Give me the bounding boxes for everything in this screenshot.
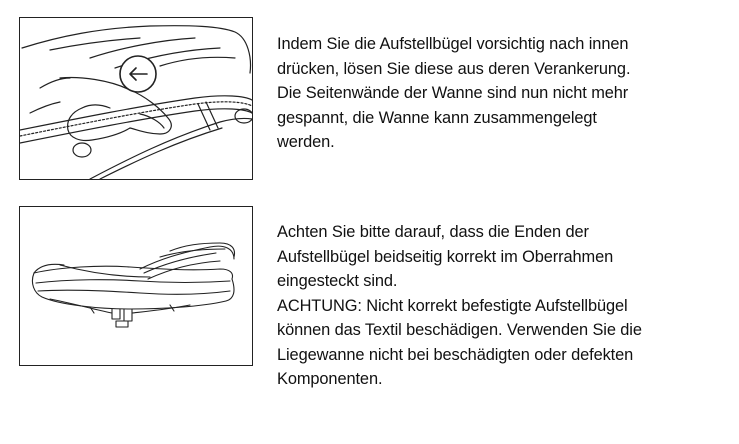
- step-2-line-1: Achten Sie bitte darauf, dass die Enden der: [277, 223, 589, 241]
- step-1-line-4: gespannt, die Wanne kann zusammengelegt: [277, 108, 597, 127]
- step-2-warning-line-3: Liegewanne nicht bei beschädigten oder defekten: [277, 345, 634, 364]
- step-1-line-3: Die Seitenwände der Wanne sind nun nicht mehr: [277, 84, 629, 102]
- folded-carrycot-drawing: [20, 207, 252, 365]
- step-1-text: [277, 32, 707, 155]
- step-2-line-2: Aufstellbügel beidseitig korrekt im Oberrahmen: [277, 247, 614, 266]
- step-1-line-2: drücken, lösen Sie diese aus deren Verankerung.: [277, 59, 631, 78]
- step-2-illustration: [19, 206, 253, 366]
- step-2-text: [277, 220, 707, 392]
- hand-pressing-bracket-drawing: [20, 18, 252, 179]
- step-1-illustration: [19, 17, 253, 180]
- step-1-line-5: werden.: [277, 133, 335, 151]
- arrow-left-icon: [120, 56, 156, 92]
- step-1-line-1: Indem Sie die Aufstellbügel vorsichtig nach innen: [277, 35, 629, 53]
- step-2-warning-line-4: Komponenten.: [277, 370, 383, 388]
- step-2-warning-line-2: können das Textil beschädigen. Verwenden Sie die: [277, 321, 642, 339]
- step-2-line-3: eingesteckt sind.: [277, 272, 398, 290]
- step-2-warning-line-1: ACHTUNG: Nicht korrekt befestigte Aufstellbügel: [277, 296, 628, 315]
